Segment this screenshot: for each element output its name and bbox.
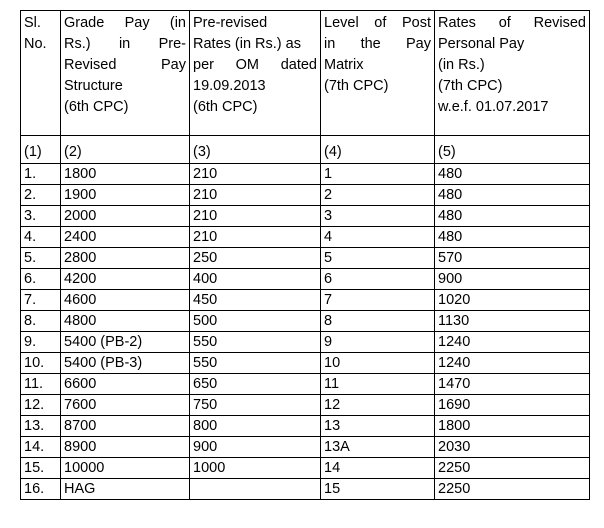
sl-no-cell: 7. [21,290,61,311]
grade-pay-cell: 7600 [61,395,190,416]
sl-no-cell: 6. [21,269,61,290]
sl-no-cell: 5. [21,248,61,269]
header-line: Rates of Revised [438,15,586,31]
level-cell: 8 [321,311,435,332]
table-row [21,206,590,227]
level-cell: 2 [321,185,435,206]
grade-pay-cell: 4200 [61,269,190,290]
header-line: Rs.) in Pre- [64,36,186,52]
grade-pay-cell: 4600 [61,290,190,311]
sl-no-cell: 16. [21,479,61,500]
sl-no-cell: 15. [21,458,61,479]
pre-revised-rate-cell: 210 [190,227,321,248]
column-number: (4) [321,136,435,164]
column-number: (2) [61,136,190,164]
pre-revised-rate-cell: 800 [190,416,321,437]
pre-revised-rate-cell: 750 [190,395,321,416]
header-line: Personal Pay [438,36,525,52]
pre-revised-rate-cell: 250 [190,248,321,269]
table-row [21,185,590,206]
grade-pay-cell: 4800 [61,311,190,332]
pre-revised-rate-cell: 550 [190,353,321,374]
revised-rate-cell: 1130 [435,311,590,332]
sl-no-cell: 2. [21,185,61,206]
header-line: No. [24,36,47,52]
revised-rate-cell: 900 [435,269,590,290]
header-pay-matrix-level [321,11,435,136]
pre-revised-rate-cell: 210 [190,206,321,227]
level-cell: 13A [321,437,435,458]
table-row [21,290,590,311]
grade-pay-cell: 8700 [61,416,190,437]
pre-revised-rate-cell: 210 [190,185,321,206]
grade-pay-cell: 6600 [61,374,190,395]
sl-no-cell: 10. [21,353,61,374]
sl-no-cell: 14. [21,437,61,458]
pre-revised-rate-cell: 210 [190,164,321,185]
table-row [21,332,590,353]
level-cell: 10 [321,353,435,374]
pre-revised-rate-cell: 900 [190,437,321,458]
table-row [21,248,590,269]
level-cell: 11 [321,374,435,395]
column-number-row [21,136,590,164]
pre-revised-rate-cell: 1000 [190,458,321,479]
header-line: in the Pay [324,36,431,52]
revised-rate-cell: 480 [435,227,590,248]
header-line: per OM dated [193,57,317,73]
grade-pay-cell: HAG [61,479,190,500]
grade-pay-cell: 10000 [61,458,190,479]
pre-revised-rate-cell: 400 [190,269,321,290]
table-row [21,353,590,374]
table-row [21,311,590,332]
table-row [21,269,590,290]
grade-pay-cell: 2800 [61,248,190,269]
header-line: Structure [64,78,123,94]
grade-pay-cell: 8900 [61,437,190,458]
header-line: (7th CPC) [438,78,503,94]
sl-no-cell: 13. [21,416,61,437]
level-cell: 15 [321,479,435,500]
level-cell: 7 [321,290,435,311]
header-revised-personal-pay [435,11,590,136]
pre-revised-rate-cell [190,479,321,500]
pre-revised-rate-cell: 450 [190,290,321,311]
table-row [21,437,590,458]
revised-rate-cell: 480 [435,164,590,185]
sl-no-cell: 4. [21,227,61,248]
level-cell: 4 [321,227,435,248]
level-cell: 9 [321,332,435,353]
sl-no-cell: 1. [21,164,61,185]
table-row [21,458,590,479]
grade-pay-cell: 1800 [61,164,190,185]
sl-no-cell: 11. [21,374,61,395]
header-line: (7th CPC) [324,78,389,94]
pre-revised-rate-cell: 500 [190,311,321,332]
level-cell: 6 [321,269,435,290]
sl-no-cell: 3. [21,206,61,227]
pay-table-document [20,10,590,500]
header-line: Revised Pay [64,57,186,73]
revised-rate-cell: 1240 [435,332,590,353]
header-line: w.e.f. 01.07.2017 [438,99,549,115]
header-line: Rates (in Rs.) as [193,36,301,52]
header-line: (6th CPC) [193,99,258,115]
grade-pay-cell: 1900 [61,185,190,206]
level-cell: 5 [321,248,435,269]
revised-personal-pay-table [20,10,590,500]
header-line: Sl. [24,15,41,31]
sl-no-cell: 8. [21,311,61,332]
revised-rate-cell: 1800 [435,416,590,437]
sl-no-cell: 12. [21,395,61,416]
revised-rate-cell: 2250 [435,479,590,500]
header-line: Matrix [324,57,364,73]
revised-rate-cell: 480 [435,206,590,227]
table-row [21,416,590,437]
pre-revised-rate-cell: 550 [190,332,321,353]
column-number: (3) [190,136,321,164]
sl-no-cell: 9. [21,332,61,353]
header-sl-no [21,11,61,136]
grade-pay-cell: 5400 (PB-3) [61,353,190,374]
revised-rate-cell: 1240 [435,353,590,374]
level-cell: 12 [321,395,435,416]
header-line: Level of Post [324,15,431,31]
header-line: Pre-revised [193,15,268,31]
revised-rate-cell: 1020 [435,290,590,311]
revised-rate-cell: 570 [435,248,590,269]
level-cell: 1 [321,164,435,185]
revised-rate-cell: 480 [435,185,590,206]
table-row [21,164,590,185]
table-row [21,227,590,248]
table-body [21,11,590,500]
column-number: (5) [435,136,590,164]
grade-pay-cell: 2400 [61,227,190,248]
header-line: (in Rs.) [438,57,485,73]
revised-rate-cell: 1690 [435,395,590,416]
header-row [21,11,590,136]
header-line: 19.09.2013 [193,78,266,94]
revised-rate-cell: 1470 [435,374,590,395]
header-grade-pay [61,11,190,136]
header-line: Grade Pay (in [64,15,186,31]
revised-rate-cell: 2030 [435,437,590,458]
level-cell: 13 [321,416,435,437]
pre-revised-rate-cell: 650 [190,374,321,395]
column-number: (1) [21,136,61,164]
table-row [21,479,590,500]
level-cell: 3 [321,206,435,227]
table-row [21,374,590,395]
revised-rate-cell: 2250 [435,458,590,479]
header-line: (6th CPC) [64,99,129,115]
grade-pay-cell: 2000 [61,206,190,227]
table-row [21,395,590,416]
level-cell: 14 [321,458,435,479]
header-pre-revised-rates [190,11,321,136]
grade-pay-cell: 5400 (PB-2) [61,332,190,353]
